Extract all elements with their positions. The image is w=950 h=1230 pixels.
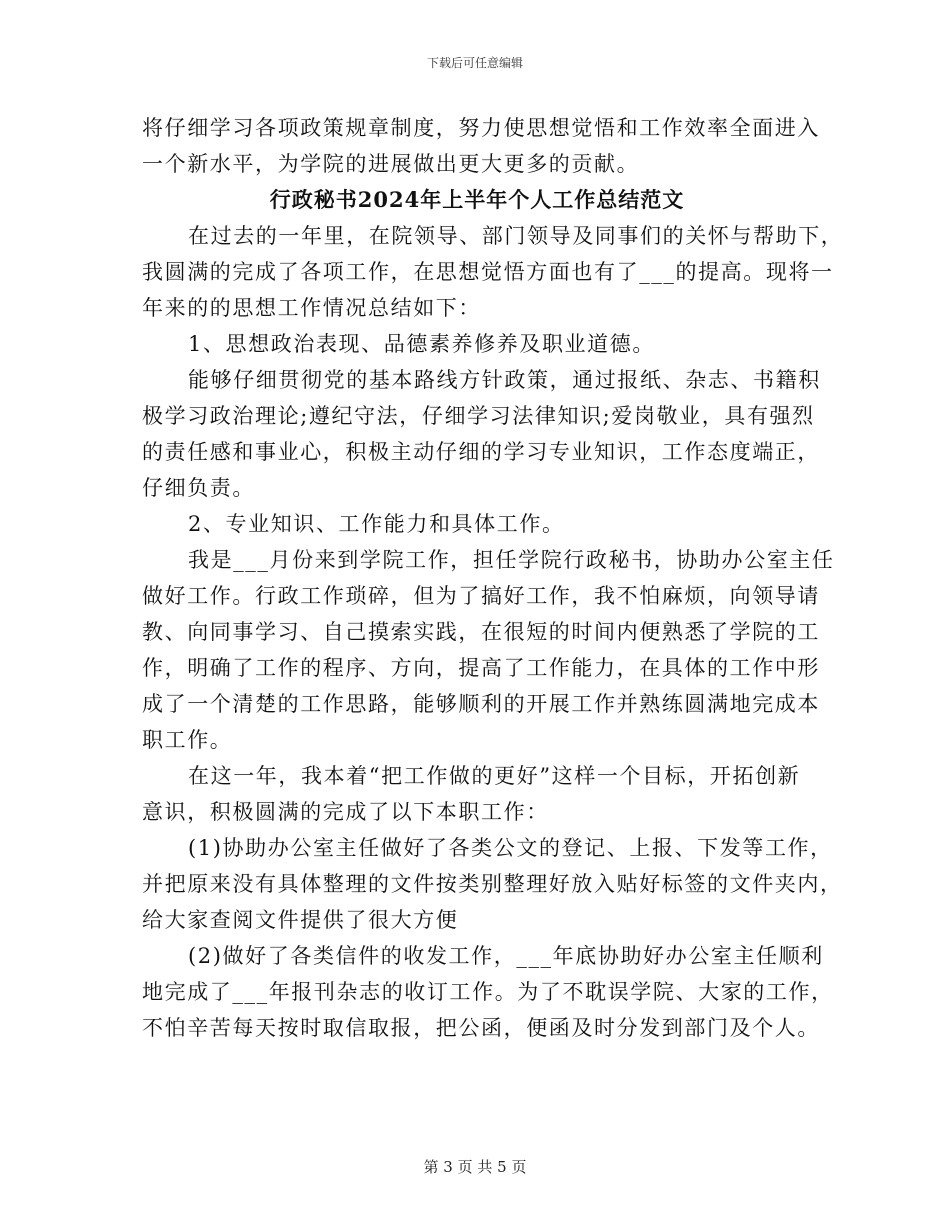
document-body: [142, 110, 844, 1046]
paragraph-line: 教、向同事学习、自己摸索实践，在很短的时间内便熟悉了学院的工: [142, 620, 820, 644]
section-heading: 2、专业知识、工作能力和具体工作。: [188, 512, 565, 536]
paragraph-line: 在过去的一年里，在院领导、部门领导及同事们的关怀与帮助下，: [188, 224, 844, 248]
paragraph-line: 在这一年，我本着“把工作做的更好”这样一个目标，开拓创新: [188, 764, 801, 788]
paragraph-line: 年来的的思想工作情况总结如下：: [142, 296, 481, 320]
paragraph-line: 极学习政治理论;遵纪守法，仔细学习法律知识;爱岗敬业，具有强烈: [142, 404, 815, 428]
paragraph-line: 不怕辛苦每天按时取信取报，把公函，便函及时分发到部门及个人。: [142, 1016, 820, 1040]
page-header: 下载后可任意编辑: [426, 56, 523, 70]
paragraph-line: 职工作。: [142, 728, 233, 752]
paragraph-line: 成了一个清楚的工作思路，能够顺利的开展工作并熟练圆满地完成本: [142, 692, 820, 716]
paragraph-line: 我是___月份来到学院工作，担任学院行政秘书，协助办公室主任: [188, 548, 835, 572]
paragraph-line: 并把原来没有具体整理的文件按类别整理好放入贴好标签的文件夹内，: [142, 872, 843, 896]
document-title: 行政秘书2024年上半年个人工作总结范文: [269, 187, 685, 212]
paragraph-line: 意识，积极圆满的完成了以下本职工作：: [142, 800, 549, 824]
paragraph-line: 地完成了___年报刊杂志的收订工作。为了不耽误学院、大家的工作，: [142, 980, 834, 1004]
paragraph-line: 作，明确了工作的程序、方向，提高了工作能力，在具体的工作中形: [142, 656, 820, 680]
page-number: 第 3 页 共 5 页: [423, 1158, 527, 1176]
paragraph-line: 我圆满的完成了各项工作，在思想觉悟方面也有了___的提高。现将一: [142, 260, 834, 284]
paragraph-line: 将仔细学习各项政策规章制度，努力使思想觉悟和工作效率全面进入: [142, 116, 820, 140]
paragraph-line: 一个新水平，为学院的进展做出更大更多的贡献。: [142, 152, 640, 176]
section-heading: 1、思想政治表现、品德素养修养及职业道德。: [188, 332, 655, 356]
list-item: (1)协助办公室主任做好了各类公文的登记、上报、下发等工作，: [188, 836, 833, 860]
paragraph-line: 的责任感和事业心，积极主动仔细的学习专业知识，工作态度端正，: [142, 440, 820, 464]
paragraph-line: 仔细负责。: [142, 476, 255, 500]
paragraph-line: 能够仔细贯彻党的基本路线方针政策，通过报纸、杂志、书籍积: [188, 368, 821, 392]
list-item: (2)做好了各类信件的收发工作，___年底协助好办公室主任顺利: [188, 944, 824, 968]
paragraph-line: 做好工作。行政工作琐碎，但为了搞好工作，我不怕麻烦，向领导请: [142, 584, 820, 608]
paragraph-line: 给大家查阅文件提供了很大方便: [142, 908, 459, 932]
